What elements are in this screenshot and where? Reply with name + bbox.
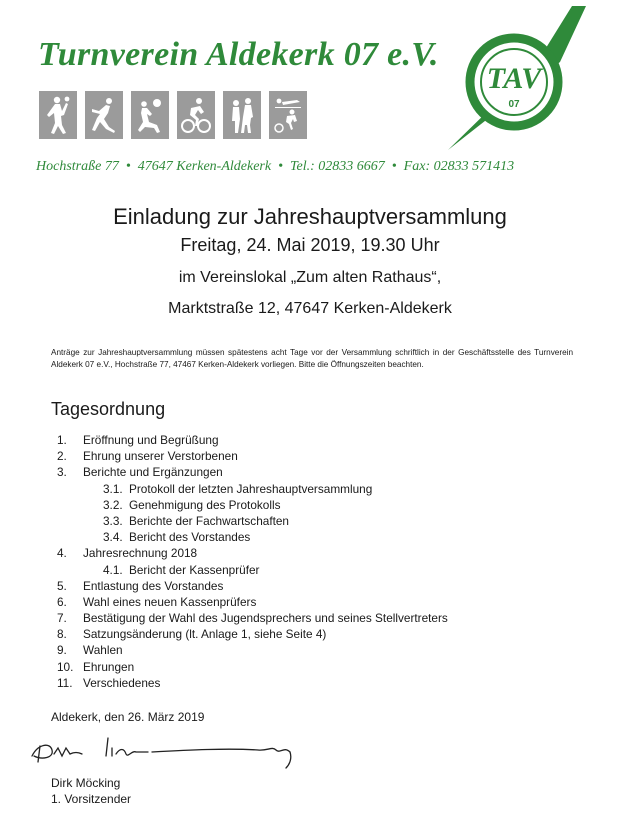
agenda-item	[57, 464, 577, 480]
invitation-title: Einladung zur Jahreshauptversammlung	[113, 204, 507, 229]
agenda-item-number: 2.	[57, 449, 67, 464]
agenda-item-number: 3.3.	[103, 513, 123, 528]
address-line	[36, 159, 596, 175]
agenda-item	[57, 659, 577, 675]
agenda-item-text: Protokoll der letzten Jahreshauptversammlung	[129, 481, 373, 496]
agenda-item-text: Ehrungen	[83, 659, 135, 674]
agenda-item	[57, 626, 577, 642]
agenda-item-number: 3.1.	[103, 481, 123, 496]
club-logo	[440, 4, 588, 154]
cycling-icon	[177, 91, 215, 139]
agenda-item-text: Genehmigung des Protokolls	[129, 497, 281, 512]
agenda-list	[57, 432, 577, 691]
agenda-item-text: Eröffnung und Begrüßung	[83, 433, 219, 447]
invitation-street: Marktstraße 12, 47647 Kerken-Aldekerk	[168, 300, 452, 317]
agenda-item	[57, 448, 577, 464]
address-fax: Fax: 02833 571413	[403, 159, 515, 174]
address-separator: •	[278, 159, 283, 174]
agenda-item	[57, 578, 577, 594]
motion-deadline-note: Anträge zur Jahreshauptversammlung müssen spätestens acht Tage vor der Versammlung schriftlich in der Geschäftsstelle des Turnverein Aldekerk 07 e.V., Hochstraße 77, 47467 Kerken-Aldekerk vorliegen. Bitte die Öffnungszeiten beachten.	[51, 348, 573, 369]
agenda-item-number: 3.	[57, 465, 67, 480]
agenda-heading: Tagesordnung	[51, 399, 166, 419]
agenda-item-text: Ehrung unserer Verstorbenen	[83, 449, 238, 464]
agenda-subitem	[57, 529, 577, 545]
sports-icons-row	[39, 91, 307, 139]
volleyball-icon	[131, 91, 169, 139]
agenda-item	[57, 432, 577, 448]
agenda-item-number: 10.	[57, 659, 74, 674]
agenda-item-text: Berichte der Fachwartschaften	[129, 513, 289, 528]
logo-letters: TAV	[486, 62, 542, 95]
agenda-subitem	[57, 562, 577, 578]
agenda-item-text: Bestätigung der Wahl des Jugendsprechers und seines Stellvertreters	[83, 611, 448, 626]
agenda-item-number: 6.	[57, 594, 67, 609]
invitation-venue: im Vereinslokal „Zum alten Rathaus“,	[178, 269, 442, 286]
agenda-item	[57, 594, 577, 610]
agenda-item	[57, 610, 577, 626]
signer-name: Dirk Möcking	[51, 776, 121, 790]
agenda-item-text: Wahlen	[83, 643, 123, 658]
address-separator: •	[391, 159, 397, 174]
gymnastics-icon	[85, 91, 123, 139]
place-date: Aldekerk, den 26. März 2019	[51, 710, 205, 724]
signer-role: 1. Vorsitzender	[51, 792, 132, 806]
agenda-item	[57, 545, 577, 561]
agenda-item-number: 3.4.	[103, 530, 123, 545]
agenda-subitem	[57, 497, 577, 513]
address-street: Hochstraße 77	[36, 159, 119, 174]
invitation-date-time: Freitag, 24. Mai 2019, 19.30 Uhr	[180, 235, 440, 255]
agenda-item-number: 11.	[57, 675, 73, 690]
agenda-item-number: 4.1.	[103, 562, 123, 577]
handball-icon	[39, 91, 77, 139]
agenda-item-text: Bericht der Kassenprüfer	[129, 562, 260, 577]
agenda-item-text: Jahresrechnung 2018	[83, 546, 198, 561]
agenda-item-text: Bericht des Vorstandes	[129, 530, 251, 545]
agenda-item-number: 7.	[57, 611, 67, 626]
address-city: 47647 Kerken-Aldekerk	[137, 159, 272, 174]
agenda-subitem	[57, 481, 577, 497]
triathlon-icon	[269, 91, 307, 139]
agenda-item-number: 3.2.	[103, 497, 123, 512]
agenda-item-text: Verschiedenes	[83, 675, 161, 690]
agenda-item-number: 9.	[57, 643, 67, 658]
agenda-item-text: Wahl eines neuen Kassenprüfers	[83, 594, 257, 609]
address-phone: Tel.: 02833 6667	[289, 159, 385, 174]
agenda-item-number: 4.	[57, 546, 67, 561]
agenda-subitem	[57, 513, 577, 529]
signer-block	[51, 775, 131, 807]
signature	[28, 734, 298, 770]
agenda-item	[57, 675, 577, 691]
club-name: Turnverein Aldekerk 07 e.V.	[38, 36, 439, 73]
agenda-item-text: Berichte und Ergänzungen	[83, 465, 223, 480]
agenda-item-number: 8.	[57, 627, 67, 642]
logo-year: 07	[508, 99, 520, 110]
agenda-item-text: Entlastung des Vorstandes	[83, 578, 224, 593]
agenda-item	[57, 642, 577, 658]
address-separator: •	[125, 159, 131, 174]
running-icon	[223, 91, 261, 139]
agenda-item-number: 5.	[57, 578, 67, 593]
agenda-item-text: Satzungsänderung (lt. Anlage 1, siehe Seite 4)	[83, 627, 327, 642]
agenda-item-number: 1.	[57, 433, 67, 447]
